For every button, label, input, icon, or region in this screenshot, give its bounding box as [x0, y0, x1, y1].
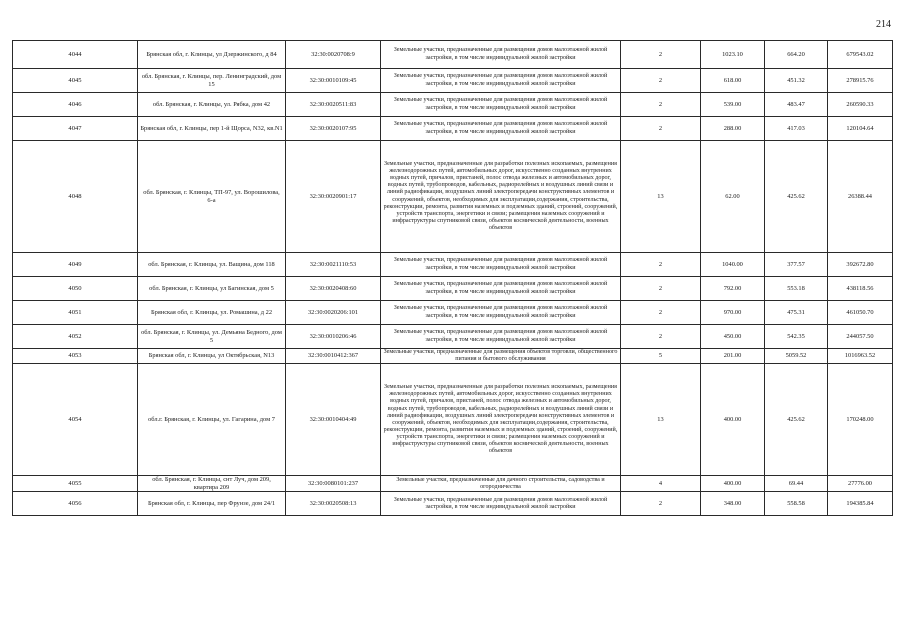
row-cadastral-number: 32:30:0020511:83 [286, 93, 381, 117]
row-area: 792.00 [701, 277, 765, 301]
row-cadastral-value: 278915.76 [828, 69, 893, 93]
row-land-use: Земельные участки, предназначенные для размещения домов малоэтажной жилой застройки, в том числе индивидуальной жилой застройки [381, 277, 621, 301]
row-number: 4045 [13, 69, 138, 93]
row-use-group-code: 2 [621, 253, 701, 277]
row-land-use: Земельные участки, предназначенные для размещения объектов торговли, общественного питания и бытового обслуживания [381, 349, 621, 364]
table-row [13, 301, 893, 325]
row-number: 4048 [13, 141, 138, 253]
row-cadastral-value: 461050.70 [828, 301, 893, 325]
row-specific-value: 475.31 [765, 301, 828, 325]
row-land-use: Земельные участки, предназначенные для размещения домов малоэтажной жилой застройки, в том числе индивидуальной жилой застройки [381, 253, 621, 277]
row-number: 4052 [13, 325, 138, 349]
row-land-use: Земельные участки, предназначенные для размещения домов малоэтажной жилой застройки, в том числе индивидуальной жилой застройки [381, 69, 621, 93]
row-use-group-code: 13 [621, 141, 701, 253]
row-number: 4047 [13, 117, 138, 141]
row-use-group-code: 2 [621, 69, 701, 93]
row-specific-value: 483.47 [765, 93, 828, 117]
row-cadastral-number: 32:30:0010206:46 [286, 325, 381, 349]
table-body [13, 41, 893, 516]
table-row [13, 93, 893, 117]
row-number: 4051 [13, 301, 138, 325]
row-area: 400.00 [701, 476, 765, 492]
row-number: 4050 [13, 277, 138, 301]
row-address: обл. Брянская, г. Клинцы, снт Луч, дом 209, квартира 209 [138, 476, 286, 492]
row-use-group-code: 2 [621, 277, 701, 301]
row-cadastral-number: 32:30:0020206:101 [286, 301, 381, 325]
row-specific-value: 425.62 [765, 364, 828, 476]
row-specific-value: 558.58 [765, 492, 828, 516]
row-cadastral-number: 32:30:0021110:53 [286, 253, 381, 277]
row-land-use: Земельные участки, предназначенные для размещения домов малоэтажной жилой застройки, в том числе индивидуальной жилой застройки [381, 117, 621, 141]
row-number: 4053 [13, 349, 138, 364]
row-specific-value: 377.57 [765, 253, 828, 277]
row-cadastral-number: 32:30:0020107:95 [286, 117, 381, 141]
row-address: обл. Брянская, г. Клинцы, ул. Ващина, дом 118 [138, 253, 286, 277]
row-specific-value: 69.44 [765, 476, 828, 492]
row-cadastral-value: 679543.02 [828, 41, 893, 69]
row-area: 400.00 [701, 364, 765, 476]
row-address: обл. Брянская, г. Клинцы, ул. Демьяна Бедного, дом 5 [138, 325, 286, 349]
row-area: 201.00 [701, 349, 765, 364]
row-area: 1040.00 [701, 253, 765, 277]
row-specific-value: 5059.52 [765, 349, 828, 364]
row-cadastral-value: 26388.44 [828, 141, 893, 253]
row-specific-value: 553.18 [765, 277, 828, 301]
page-number: 214 [876, 19, 891, 30]
row-area: 62.00 [701, 141, 765, 253]
row-area: 539.00 [701, 93, 765, 117]
row-area: 970.00 [701, 301, 765, 325]
row-number: 4056 [13, 492, 138, 516]
row-use-group-code: 2 [621, 325, 701, 349]
row-cadastral-value: 27776.00 [828, 476, 893, 492]
row-cadastral-number: 32:30:0020901:17 [286, 141, 381, 253]
row-address: Брянская обл, г. Клинцы, пер Фрунзе, дом 24/1 [138, 492, 286, 516]
row-cadastral-value: 120104.64 [828, 117, 893, 141]
table-row [13, 69, 893, 93]
row-address: обл.г. Брянская, г. Клинцы, ул. Гагарина, дом 7 [138, 364, 286, 476]
row-cadastral-value: 438118.56 [828, 277, 893, 301]
row-address: обл. Брянская, г. Клинцы, ул Багинская, дом 5 [138, 277, 286, 301]
row-cadastral-number: 32:30:0010109:45 [286, 69, 381, 93]
row-cadastral-value: 194385.84 [828, 492, 893, 516]
row-use-group-code: 2 [621, 41, 701, 69]
table-row [13, 41, 893, 69]
row-number: 4049 [13, 253, 138, 277]
row-land-use: Земельные участки, предназначенные для разработки полезных ископаемых, размещения железнодорожных путей, автомобильных дорог, искусственно созданных внутренних водных путей, причалов, пристаней, полос отвода железных и автомобильных дорог, водных путей, трубопроводов, кабельных, радиорелейных и воздушных линий связи и линий радиофикации, воздушных линий электропередачи конструктивных элементов и сооружений, объектов, необходимых для эксплуатации,содержания, строительства, реконструкции, ремонта, развития наземных и подземных зданий, строений, сооружений, устройств транспорта, энергетики и связи; размещения наземных сооружений и инфраструктуры спутниковой связи, объектов космической деятельности, военных объектов [381, 364, 621, 476]
table-row [13, 492, 893, 516]
row-use-group-code: 2 [621, 492, 701, 516]
table-row [13, 325, 893, 349]
row-number: 4046 [13, 93, 138, 117]
row-address: Брянская обл, г. Клинцы, ул Октябрьская, N13 [138, 349, 286, 364]
row-specific-value: 664.20 [765, 41, 828, 69]
row-address: Брянская обл, г. Клинцы, пер 1-й Щорса, N32, кв.N1 [138, 117, 286, 141]
row-specific-value: 542.35 [765, 325, 828, 349]
table-row [13, 277, 893, 301]
table-row [13, 253, 893, 277]
row-use-group-code: 2 [621, 301, 701, 325]
row-cadastral-value: 244057.50 [828, 325, 893, 349]
row-use-group-code: 5 [621, 349, 701, 364]
row-land-use: Земельные участки, предназначенные для размещения домов малоэтажной жилой застройки, в том числе индивидуальной жилой застройки [381, 93, 621, 117]
cadastral-value-table [12, 40, 893, 516]
row-cadastral-value: 170248.00 [828, 364, 893, 476]
row-number: 4055 [13, 476, 138, 492]
row-number: 4054 [13, 364, 138, 476]
row-cadastral-number: 32:30:0080101:237 [286, 476, 381, 492]
row-land-use: Земельные участки, предназначенные для дачного строительства, садоводства и огородничества [381, 476, 621, 492]
row-use-group-code: 13 [621, 364, 701, 476]
row-cadastral-number: 32:30:0010412:367 [286, 349, 381, 364]
row-area: 450.00 [701, 325, 765, 349]
row-land-use: Земельные участки, предназначенные для размещения домов малоэтажной жилой застройки, в том числе индивидуальной жилой застройки [381, 325, 621, 349]
row-area: 348.00 [701, 492, 765, 516]
row-specific-value: 451.32 [765, 69, 828, 93]
row-address: обл. Брянская, г. Клинцы, пер. Ленинградский, дом 15 [138, 69, 286, 93]
row-land-use: Земельные участки, предназначенные для размещения домов малоэтажной жилой застройки, в том числе индивидуальной жилой застройки [381, 301, 621, 325]
row-cadastral-number: 32:30:0020708:9 [286, 41, 381, 69]
row-land-use: Земельные участки, предназначенные для разработки полезных ископаемых, размещения железнодорожных путей, автомобильных дорог, искусственно созданных внутренних водных путей, причалов, пристаней, полос отвода железных и автомобильных дорог, водных путей, трубопроводов, кабельных, радиорелейных и воздушных линий связи и линий радиофикации, воздушных линий электропередачи конструктивных элементов и сооружений, объектов, необходимых для эксплуатации,содержания, строительства, реконструкции, ремонта, развития наземных и подземных зданий, строений, сооружений, устройств транспорта, энергетики и связи; размещения наземных сооружений и инфраструктуры спутниковой связи, объектов космической деятельности, военных объектов [381, 141, 621, 253]
row-area: 1023.10 [701, 41, 765, 69]
row-use-group-code: 4 [621, 476, 701, 492]
row-cadastral-number: 32:30:0010404:49 [286, 364, 381, 476]
row-area: 618.00 [701, 69, 765, 93]
row-address: Брянская обл, г. Клинцы, ул. Ромашина, д 22 [138, 301, 286, 325]
row-cadastral-value: 1016963.52 [828, 349, 893, 364]
row-cadastral-number: 32:30:0020408:60 [286, 277, 381, 301]
row-address: обл. Брянская, г. Клинцы, ул. Рябка, дом 42 [138, 93, 286, 117]
row-address: Брянская обл, г. Клинцы, ул Дзержинского, д 84 [138, 41, 286, 69]
table-row [13, 364, 893, 476]
table-row [13, 476, 893, 492]
row-specific-value: 425.62 [765, 141, 828, 253]
table-row [13, 349, 893, 364]
row-area: 288.00 [701, 117, 765, 141]
row-number: 4044 [13, 41, 138, 69]
row-use-group-code: 2 [621, 93, 701, 117]
row-cadastral-value: 392672.80 [828, 253, 893, 277]
row-use-group-code: 2 [621, 117, 701, 141]
table-row [13, 117, 893, 141]
row-specific-value: 417.03 [765, 117, 828, 141]
row-cadastral-number: 32:30:0020508:13 [286, 492, 381, 516]
row-cadastral-value: 260590.33 [828, 93, 893, 117]
row-address: обл. Брянская, г. Клинцы, ТП-97, ул. Ворошилова, 6-а [138, 141, 286, 253]
row-land-use: Земельные участки, предназначенные для размещения домов малоэтажной жилой застройки, в том числе индивидуальной жилой застройки [381, 41, 621, 69]
row-land-use: Земельные участки, предназначенные для размещения домов малоэтажной жилой застройки, в том числе индивидуальной жилой застройки [381, 492, 621, 516]
table-row [13, 141, 893, 253]
